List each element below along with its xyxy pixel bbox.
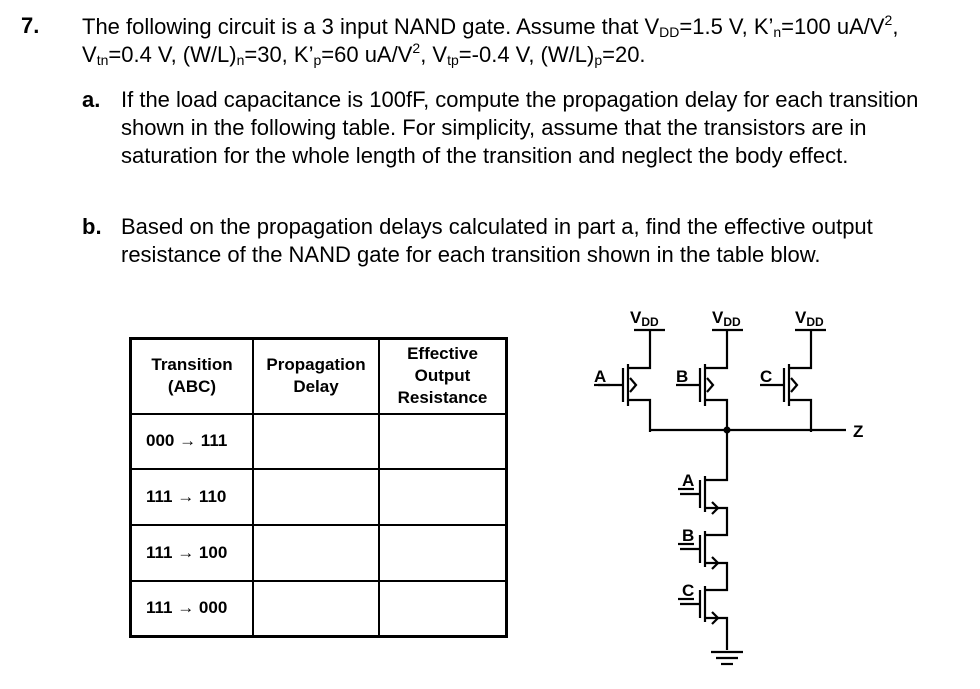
ground-icon: [711, 652, 743, 664]
transition-cell: 111 → 110: [131, 469, 254, 525]
table-row: [131, 469, 507, 525]
delay-cell: [253, 414, 379, 469]
delay-cell: [253, 469, 379, 525]
pmos-input-label: C: [760, 367, 773, 386]
pmos-input-label: B: [676, 367, 689, 386]
header-propagation-delay: Propagation Delay: [253, 339, 379, 414]
part-b: [82, 213, 966, 269]
nmos-input-label: A: [682, 471, 695, 490]
nmos-input-label: B: [682, 526, 695, 545]
resistance-cell: [379, 581, 507, 637]
resistance-cell: [379, 525, 507, 581]
part-a-text: If the load capacitance is 100fF, compute the propagation delay for each transition shown in the following table. For simplicity, assume that the transistors are in saturation for the whole length of the transition and neglect the body effect.: [121, 87, 919, 168]
output-label: Z: [853, 422, 864, 441]
vdd-label: VDD: [712, 308, 741, 329]
part-b-text: Based on the propagation delays calculated in part a, find the effective output resistance of the NAND gate for each transition shown in the table blow.: [121, 214, 873, 267]
table-row: [131, 581, 507, 637]
header-effective-output-resistance: Effective Output Resistance: [379, 339, 507, 414]
vdd-label: VDD: [630, 308, 659, 329]
question-number: 7.: [21, 13, 40, 38]
table-row: [131, 414, 507, 469]
part-b-label: b.: [82, 214, 102, 239]
transition-table: [129, 337, 508, 638]
transition-cell: 000 → 111: [131, 414, 254, 469]
transition-cell: 111 → 000: [131, 581, 254, 637]
resistance-cell: [379, 469, 507, 525]
pmos-input-label: A: [594, 367, 607, 386]
header-transition: Transition (ABC): [131, 339, 254, 414]
nmos-input-label: C: [682, 581, 695, 600]
nand-gate-schematic: [570, 290, 870, 680]
delay-cell: [253, 581, 379, 637]
part-a: [82, 86, 966, 198]
output-node-dot: [724, 427, 731, 434]
part-a-label: a.: [82, 87, 101, 112]
table-header-row: [131, 339, 507, 414]
delay-cell: [253, 525, 379, 581]
question-intro: The following circuit is a 3 input NAND gate. Assume that $V_{DD}=1.5$ V, $K’_n=100$ $uA/V^2$, $V_{tn}=0.4$ V, $(W/L)_n=30$, $K’_p=60$ $uA/V^2$, $V_{tp}=-0.4$ V, $(W/L)_p=20$.: [82, 12, 899, 68]
resistance-cell: [379, 414, 507, 469]
transition-cell: 111 → 100: [131, 525, 254, 581]
table-row: [131, 525, 507, 581]
vdd-label: VDD: [795, 308, 824, 329]
